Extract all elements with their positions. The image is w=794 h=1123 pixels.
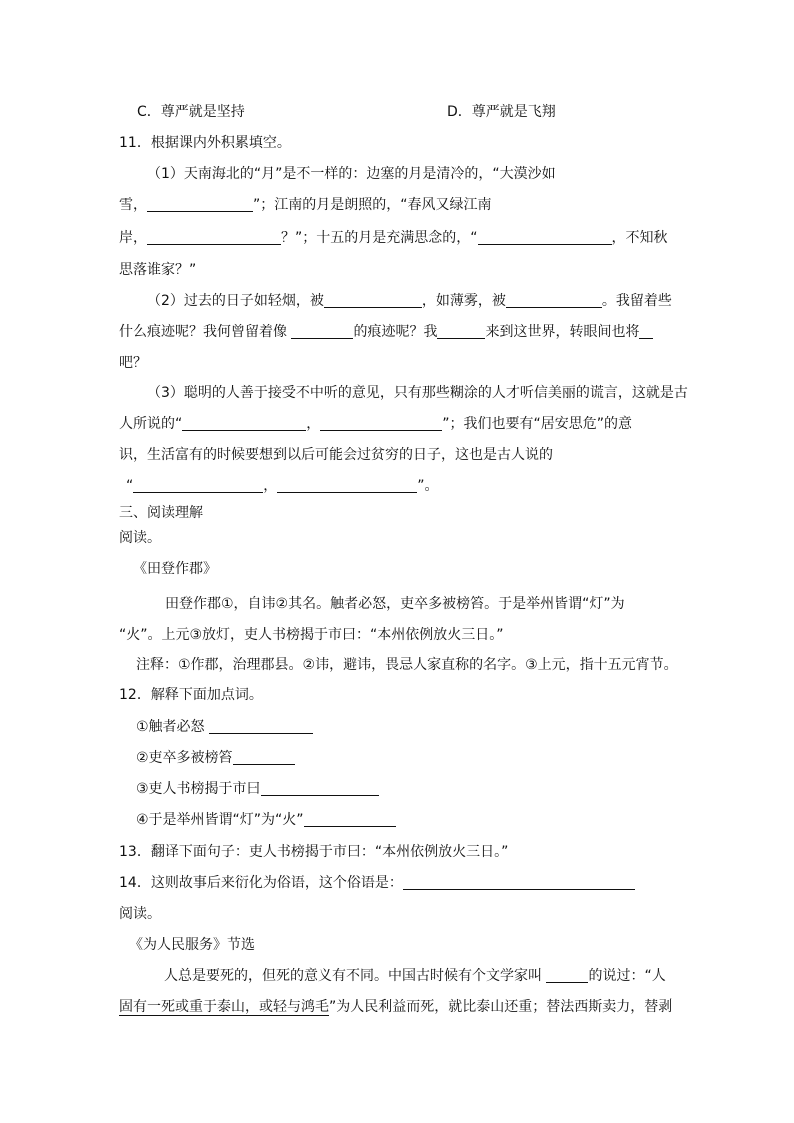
q11-part2-line1 — [147, 292, 672, 310]
q11-part3-line4 — [126, 477, 439, 495]
text: 什么痕迹呢？我何曾留着像 — [119, 324, 292, 340]
answer-blank[interactable] — [147, 230, 281, 245]
answer-blank[interactable] — [277, 478, 417, 493]
answer-blank[interactable] — [147, 197, 253, 212]
answer-blank[interactable] — [304, 812, 396, 827]
question-13: 13．翻译下面句子：吏人书榜揭于市曰：“本州依例放火三日。” — [119, 844, 509, 860]
text: ①触者必怒 — [136, 719, 210, 735]
q11-part1-line1: （1）天南海北的“月”是不一样的：边塞的月是清冷的，“大漠沙如 — [147, 166, 556, 182]
question-12-stem: 12．解释下面加点词。 — [119, 687, 263, 703]
text: ③吏人书榜揭于市曰 — [136, 781, 261, 797]
q11-part2-line3: 吧？ — [119, 355, 147, 371]
question-14 — [119, 874, 635, 892]
answer-blank[interactable] — [233, 750, 295, 765]
q12-item3 — [136, 780, 379, 798]
answer-blank[interactable] — [320, 416, 442, 431]
text: ”为人民利益而死，就比泰山还重；替法西斯卖力，替剥 — [329, 999, 673, 1015]
text: 人所说的“ — [119, 416, 183, 432]
text: （2）过去的日子如轻烟，被 — [147, 293, 324, 309]
text: 14．这则故事后来衍化为俗语，这个俗语是： — [119, 875, 403, 891]
q12-item4 — [136, 811, 396, 829]
text: 人总是要死的，但死的意义有不同。中国古时候有个文学家叫 — [164, 968, 547, 984]
question-11-stem: 11．根据课内外积累填空。 — [119, 135, 291, 151]
answer-blank[interactable] — [324, 293, 422, 308]
text: 的痕迹呢？我 — [353, 324, 438, 340]
text: 。我留着些 — [601, 293, 672, 309]
answer-blank[interactable] — [506, 293, 602, 308]
option-d: D．尊严就是飞翔 — [447, 104, 556, 120]
q12-item1 — [136, 718, 313, 736]
q11-part3-line2 — [119, 415, 632, 433]
read-label: 阅读。 — [119, 530, 161, 546]
answer-blank[interactable] — [639, 324, 653, 339]
section-title: 三、阅读理解 — [119, 505, 203, 521]
answer-blank[interactable] — [182, 416, 306, 431]
text: ”。 — [417, 478, 439, 494]
answer-blank[interactable] — [546, 968, 588, 983]
passage1-line1: 田登作郡①，自讳②其名。触者必怒，吏卒多被榜笞。于是举州皆谓“灯”为 — [165, 596, 625, 612]
q11-part1-line3 — [119, 229, 668, 247]
answer-blank[interactable] — [209, 719, 313, 734]
q11-part1-line4: 思落谁家？” — [119, 262, 197, 278]
text: 岸， — [119, 230, 147, 246]
text: ②吏卒多被榜笞 — [136, 750, 233, 766]
passage2-title: 《为人民服务》节选 — [129, 937, 255, 953]
read-label-2: 阅读。 — [119, 906, 161, 922]
passage1-title: 《田登作郡》 — [133, 561, 217, 577]
text: ， — [306, 416, 321, 432]
answer-blank[interactable] — [261, 781, 379, 796]
text: 的说过：“人 — [588, 968, 666, 984]
q11-part3-line3: 识，生活富有的时候要想到以后可能会过贫穷的日子，这也是古人说的 — [119, 447, 553, 463]
passage2-line1 — [164, 967, 666, 985]
answer-blank[interactable] — [437, 324, 485, 339]
passage2-line2 — [119, 998, 672, 1016]
q11-part1-line2 — [119, 196, 492, 214]
answer-blank[interactable] — [133, 478, 263, 493]
answer-blank[interactable] — [291, 324, 353, 339]
text: ，不知秋 — [611, 230, 668, 246]
q11-part3-line1: （3）聪明的人善于接受不中听的意见，只有那些糊涂的人才听信美丽的谎言，这就是古 — [147, 385, 688, 401]
text: 雪， — [119, 197, 147, 213]
text: ④于是举州皆谓“灯”为“火” — [136, 812, 304, 828]
text: ， — [263, 478, 278, 494]
passage1-line2: “火”。上元③放灯，吏人书榜揭于市曰：“本州依例放火三日。” — [119, 627, 504, 643]
q12-item2 — [136, 749, 295, 767]
text: ，如薄雾，被 — [421, 293, 506, 309]
text: 来到这世界，转眼间也将 — [485, 324, 640, 340]
passage1-note: 注释：①作郡，治理郡县。②讳，避讳，畏忌人家直称的名字。③上元，指十五元宵节。 — [136, 657, 678, 673]
text: “ — [126, 478, 134, 494]
answer-blank[interactable] — [478, 230, 612, 245]
underlined-quote: 固有一死或重于泰山，或轻与鸿毛 — [119, 999, 329, 1015]
text: ”；江南的月是朗照的，“春风又绿江南 — [253, 197, 492, 213]
option-c: C．尊严就是坚持 — [137, 104, 245, 120]
q11-part2-line2 — [119, 323, 653, 341]
text: ”；我们也要有“居安思危”的意 — [442, 416, 633, 432]
text: ？”；十五的月是充满思念的，“ — [281, 230, 478, 246]
answer-blank[interactable] — [403, 875, 635, 890]
